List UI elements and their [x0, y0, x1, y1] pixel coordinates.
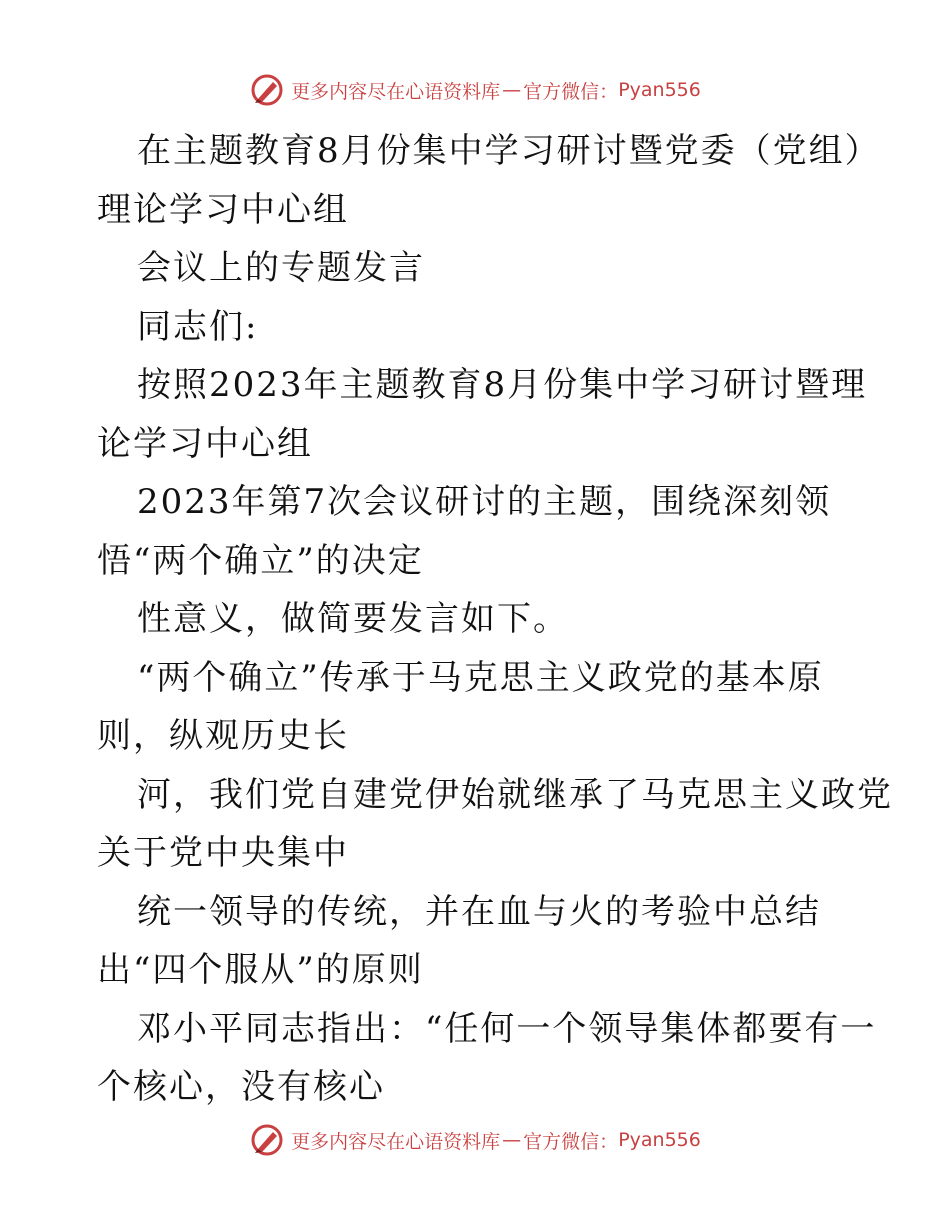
footer-watermark-banner [0, 1120, 950, 1160]
banner-separator: — [502, 1129, 522, 1151]
pen-logo-icon [249, 72, 285, 108]
banner-wechat-id: Pyan556 [618, 1129, 701, 1151]
text-line: 悟“两个确立”的决定 [97, 540, 424, 581]
text-line: 会议上的专题发言 [137, 248, 425, 288]
text-line: 则，纵观历史长 [97, 716, 349, 756]
text-line: 关于党中央集中 [97, 833, 349, 873]
banner-wechat-id: Pyan556 [618, 79, 701, 101]
text-line: 统一领导的传统，并在血与火的考验中总结 [137, 891, 821, 932]
banner-wechat-label: 官方微信： [523, 80, 619, 103]
text-line: 邓小平同志指出：“任何一个领导集体都要有一 [137, 1008, 877, 1049]
text-line: 个核心，没有核心 [97, 1067, 385, 1107]
pen-logo-icon [249, 1122, 285, 1158]
text-line: 同志们: [137, 306, 259, 347]
banner-text: 更多内容尽在心语资料库 [291, 1130, 501, 1153]
text-line: 出“四个服从”的原则 [97, 950, 424, 990]
text-line: 河，我们党自建党伊始就继承了马克思主义政党 [137, 774, 893, 815]
text-line: 性意义，做简要发言如下。 [137, 599, 569, 639]
header-watermark-banner [0, 70, 950, 110]
text-line: 论学习中心组 [97, 423, 313, 464]
banner-text: 更多内容尽在心语资料库 [291, 80, 501, 103]
text-line: “两个确立”传承于马克思主义政党的基本原 [137, 657, 824, 698]
banner-wechat-label: 官方微信： [523, 1130, 619, 1153]
text-line: 按照2023年主题教育8月份集中学习研讨暨理 [137, 365, 868, 405]
document-body [97, 122, 893, 1117]
text-line: 理论学习中心组 [97, 189, 349, 230]
text-line: 在主题教育8月份集中学习研讨暨党委（党组） [137, 131, 881, 171]
text-line: 2023年第7次会议研讨的主题，围绕深刻领 [137, 482, 832, 522]
banner-separator: — [502, 79, 522, 101]
